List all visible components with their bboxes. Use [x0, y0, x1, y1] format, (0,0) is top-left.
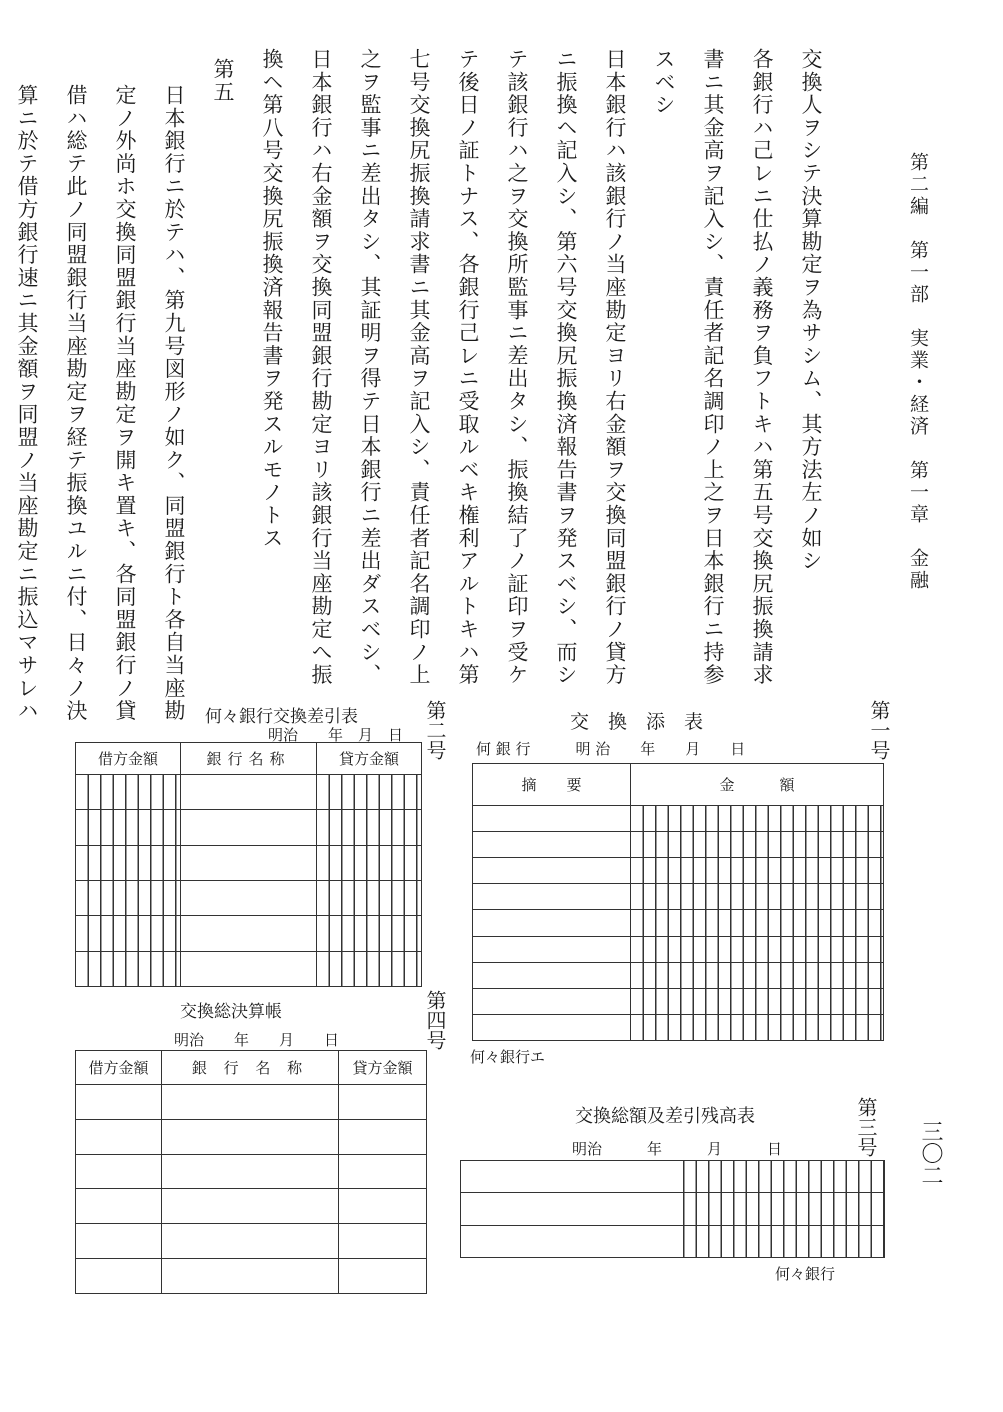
amount-cell: [631, 832, 884, 858]
form4-number: 第四号: [423, 990, 447, 1050]
summary-cell: [473, 962, 631, 988]
form2-table: [75, 742, 422, 987]
form4-col-bank: 銀 行 名 称: [162, 1051, 339, 1085]
money-cell: [317, 880, 422, 915]
summary-cell: [473, 988, 631, 1014]
text-line: 算ニ於テ借方銀行速ニ其金額ヲ同盟ノ当座勘定ニ振込マサレハ: [15, 84, 39, 723]
label-cell: [461, 1193, 684, 1225]
bank-cell: [162, 1259, 339, 1294]
bank-cell: [162, 1119, 339, 1154]
amount-cell: [684, 1161, 885, 1193]
running-header: 第二編 第一部 実業・経済 第一章 金融: [907, 152, 929, 592]
text-line: 日本銀行ニ於テハ、第九号図形ノ如ク、同盟銀行ト各自当座勘: [162, 84, 186, 723]
summary-cell: [473, 806, 631, 832]
money-cell: [76, 951, 181, 986]
summary-cell: [473, 936, 631, 962]
summary-cell: [473, 910, 631, 936]
summary-cell: [473, 1014, 631, 1040]
debit-cell: [76, 1224, 162, 1259]
amount-cell: [631, 910, 884, 936]
form4-col-debit: 借方金額: [76, 1051, 162, 1085]
text-line: 七号交換尻振換請求書ニ其金高ヲ記入シ、責任者記名調印ノ上: [407, 48, 431, 687]
section-heading: 第五: [211, 58, 235, 104]
text-line: ニ振換ヘ記入シ、第六号交換尻振換済報告書ヲ発スベシ、而シ: [554, 48, 578, 687]
form4-col-credit: 貸方金額: [338, 1051, 426, 1085]
text-line: 換ヘ第八号交換尻振換済報告書ヲ発スルモノトス: [260, 48, 284, 550]
bank-cell: [181, 810, 317, 845]
amount-cell: [684, 1225, 885, 1257]
bank-cell: [162, 1224, 339, 1259]
text-line: 之ヲ監事ニ差出タシ、其証明ヲ得テ日本銀行ニ差出ダスベシ、: [358, 48, 382, 687]
form1-number: 第一号: [867, 700, 891, 760]
bank-cell: [162, 1189, 339, 1224]
text-line: 交換人ヲシテ決算勘定ヲ為サシム、其方法左ノ如シ: [799, 48, 823, 573]
debit-cell: [76, 1154, 162, 1189]
amount-cell: [631, 962, 884, 988]
form1-title: 交 換 添 表: [570, 711, 704, 733]
amount-cell: [631, 1014, 884, 1040]
bank-cell: [181, 845, 317, 880]
summary-cell: [473, 884, 631, 910]
text-line: [0, 48, 2, 668]
credit-cell: [338, 1224, 426, 1259]
form1-col-summary: 摘 要: [473, 764, 631, 806]
amount-cell: [631, 884, 884, 910]
credit-cell: [338, 1259, 426, 1294]
bank-cell: [181, 951, 317, 986]
form3-title: 交換総額及差引残高表: [575, 1106, 755, 1127]
text-line: 各銀行ハ己レニ仕払ノ義務ヲ負フトキハ第五号交換尻振換請求: [750, 48, 774, 687]
money-cell: [317, 775, 422, 810]
amount-cell: [631, 936, 884, 962]
money-cell: [317, 845, 422, 880]
form2-date: 明治 年 月 日: [268, 726, 404, 744]
form1-col-amount: 金 額: [631, 764, 884, 806]
amount-cell: [631, 858, 884, 884]
text-line: 書ニ其金高ヲ記入シ、責任者記名調印ノ上之ヲ日本銀行ニ持参: [701, 48, 725, 687]
form3-table: [460, 1160, 885, 1258]
form3-footer: 何々銀行: [775, 1265, 836, 1283]
form2-title: 何々銀行交換差引表: [205, 707, 358, 727]
form4-title: 交換総決算帳: [180, 1002, 282, 1022]
text-line: 借ハ総テ此ノ同盟銀行当座勘定ヲ経テ振換ユルニ付、日々ノ決: [64, 84, 88, 723]
bank-cell: [181, 880, 317, 915]
bank-cell: [162, 1154, 339, 1189]
money-cell: [76, 845, 181, 880]
debit-cell: [76, 1119, 162, 1154]
debit-cell: [76, 1085, 162, 1120]
form1-footer: 何々銀行エ: [470, 1048, 546, 1066]
form2-number: 第二号: [423, 700, 447, 760]
money-cell: [317, 951, 422, 986]
credit-cell: [338, 1189, 426, 1224]
money-cell: [317, 916, 422, 951]
text-line: スベシ: [652, 48, 676, 117]
bank-cell: [181, 775, 317, 810]
form3-date: 明治 年 月 日: [572, 1140, 783, 1158]
text-line: 日本銀行ハ右金額ヲ交換同盟銀行勘定ヨリ該銀行当座勘定へ振: [309, 48, 333, 687]
amount-cell: [684, 1193, 885, 1225]
form1-table: [472, 763, 884, 1041]
bank-cell: [181, 916, 317, 951]
form2-col-credit: 貸方金額: [317, 743, 422, 775]
summary-cell: [473, 832, 631, 858]
debit-cell: [76, 1189, 162, 1224]
credit-cell: [338, 1085, 426, 1120]
form3-number: 第三号: [854, 1097, 878, 1157]
label-cell: [461, 1161, 684, 1193]
page-number: 三〇二: [918, 1120, 943, 1186]
money-cell: [76, 916, 181, 951]
text-line: テ該銀行ハ之ヲ交換所監事ニ差出タシ、振換結了ノ証印ヲ受ケ: [505, 48, 529, 687]
money-cell: [76, 810, 181, 845]
money-cell: [76, 880, 181, 915]
credit-cell: [338, 1119, 426, 1154]
text-line: 定ノ外尚ホ交換同盟銀行当座勘定ヲ開キ置キ、各同盟銀行ノ貸: [113, 84, 137, 723]
money-cell: [76, 775, 181, 810]
amount-cell: [631, 806, 884, 832]
credit-cell: [338, 1154, 426, 1189]
text-line: テ後日ノ証トナス、各銀行己レニ受取ルベキ権利アルトキハ第: [456, 48, 480, 687]
debit-cell: [76, 1259, 162, 1294]
form4-table: [75, 1050, 427, 1294]
form2-col-debit: 借方金額: [76, 743, 181, 775]
form2-col-bank: 銀行名称: [181, 743, 317, 775]
amount-cell: [631, 988, 884, 1014]
money-cell: [317, 810, 422, 845]
form4-date: 明治 年 月 日: [174, 1031, 340, 1049]
label-cell: [461, 1225, 684, 1257]
bank-cell: [162, 1085, 339, 1120]
summary-cell: [473, 858, 631, 884]
text-line: 日本銀行ハ該銀行ノ当座勘定ヨリ右金額ヲ交換同盟銀行ノ貸方: [603, 48, 627, 687]
form1-date-line: 何 銀 行 明 治 年 月 日: [476, 740, 746, 758]
